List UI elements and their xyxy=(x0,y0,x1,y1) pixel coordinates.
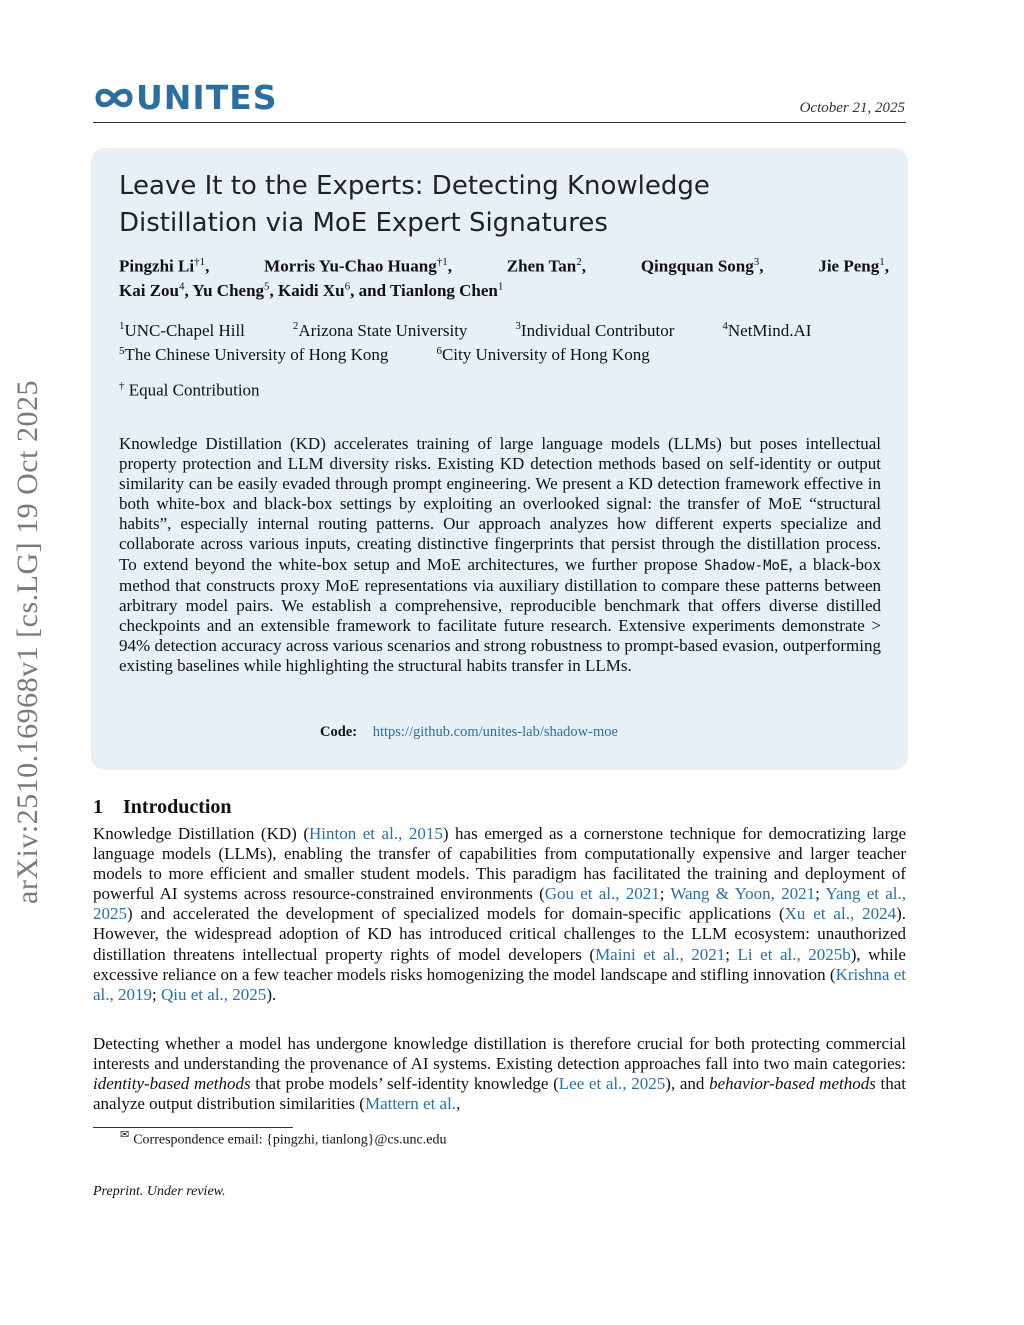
unites-logo xyxy=(94,80,278,116)
header-divider xyxy=(93,122,906,123)
author: Pingzhi Li$^{\dagger 1}$, xyxy=(119,256,210,276)
author: Jie Peng$^1$, xyxy=(818,256,889,276)
arxiv-identifier: arXiv:2510.16968v1 [cs.LG] 19 Oct 2025 xyxy=(11,380,44,904)
affiliation: $^5$The Chinese University of Hong Kong xyxy=(119,344,389,365)
paper-title: Leave It to the Experts: Detecting Knowledge Distillation via MoE Expert Signatures xyxy=(119,171,710,238)
citation-link[interactable]: Lee et al., 2025 xyxy=(558,1074,666,1094)
footnote: ✉ Correspondence email: {pingzhi, tianlong}@cs.unc.edu xyxy=(120,1129,447,1148)
header-date: October 21, 2025 xyxy=(799,100,905,116)
equal-contribution-note: † Equal Contribution xyxy=(119,380,260,400)
method-name: Shadow-MoE xyxy=(704,557,789,574)
author: Tianlong Chen$^1$ xyxy=(390,280,504,301)
author: Yu Cheng$^5$, xyxy=(192,280,274,301)
author: Qingquan Song$^3$, xyxy=(640,256,764,276)
citation-link[interactable]: Li et al., 2025b xyxy=(737,944,851,964)
affiliation: $^6$City University of Hong Kong xyxy=(436,344,650,365)
affiliation: $^1$UNC-Chapel Hill xyxy=(119,320,245,340)
citation-link[interactable]: Gou et al., 2021 xyxy=(544,884,660,904)
citation-link[interactable]: Wang & Yoon, 2021 xyxy=(670,884,816,904)
author: Zhen Tan$^2$, xyxy=(506,256,587,276)
affiliation-list xyxy=(119,316,889,365)
affiliation: $^3$Individual Contributor xyxy=(515,320,675,340)
affiliation: $^4$NetMind.AI xyxy=(722,320,812,340)
logo-text: UNITES xyxy=(136,78,278,117)
code-label: Code: xyxy=(320,724,358,740)
citation-link[interactable]: Yang et al., 2025 xyxy=(93,884,906,924)
citation-link[interactable]: Maini et al., 2021 xyxy=(595,944,726,964)
intro-paragraph-1: Knowledge Distillation (KD) (Hinton et al., 2015) has emerged as a cornerstone technique for democratizing large language models (LLMs), enabling the transfer of capabilities from computationally expensive and larger teacher models to more efficient and smaller student models. This paradigm has facilitated the training and deployment of powerful AI systems across resource-constrained environments (Gou et al., 2021; Wang & Yoon, 2021; Yang et al., 2025) and accelerated the development of specialized models for domain-specific applications (Xu et al., 2024). However, the widespread adoption of KD has introduced critical challenges to the LLM ecosystem: unauthorized distillation threatens intellectual property rights of model developers (Maini et al., 2021; Li et al., 2025b), while excessive reliance on a few teacher models risks homogenizing the model landscape and stifling innovation (Krishna et al., 2019; Qiu et al., 2025). xyxy=(93,824,906,1004)
author: Kaidi Xu$^6$, and xyxy=(278,280,387,301)
envelope-icon: ✉ xyxy=(120,1129,130,1141)
code-url-link[interactable]: https://github.com/unites-lab/shadow-moe xyxy=(372,724,618,740)
abstract: Knowledge Distillation (KD) accelerates training of large language models (LLMs) but poses intellectual property protection and LLM diversity risks. Existing KD detection methods based on self-identity or output similarity can be easily evaded through prompt engineering. We present a KD detection framework effective in both white-box and black-box settings by exploiting an overlooked signal: the transfer of MoE “structural habits”, especially internal routing patterns. Our approach analyzes how different experts specialize and collaborate across various inputs, creating distinctive fingerprints that persist through the distillation process. To extend beyond the white-box setup and MoE architectures, we further propose Shadow-MoE, a black-box method that constructs proxy MoE representations via auxiliary distillation to compare these patterns between arbitrary model pairs. We establish a comprehensive, reproducible benchmark that offers diverse distilled checkpoints and an extensible framework to facilitate future research. Extensive experiments demonstrate > 94% detection accuracy across various scenarios and strong robustness to prompt-based evasion, outperforming existing baselines while highlighting the structural habits transfer in LLMs. xyxy=(119,434,881,676)
citation-link[interactable]: Qiu et al., 2025 xyxy=(161,984,267,1004)
citation-link[interactable]: Mattern et al. xyxy=(364,1094,457,1114)
intro-paragraph-2: Detecting whether a model has undergone knowledge distillation is therefore crucial for both protecting commercial interests and understanding the provenance of AI systems. Existing detection approaches fall into two main categories: identity-based methods that probe models’ self-identity knowledge (Lee et al., 2025), and behavior-based methods that analyze output distribution similarities (Mattern et al., xyxy=(93,1034,907,1114)
citation-link[interactable]: Xu et al., 2024 xyxy=(784,904,897,924)
author: Kai Zou$^4$, xyxy=(119,280,189,301)
affiliation: $^2$Arizona State University xyxy=(292,320,468,340)
infinity-logo-icon xyxy=(94,81,134,115)
author: Morris Yu-Chao Huang$^{\dagger 1}$, xyxy=(264,256,452,276)
section-heading: 1 Introduction xyxy=(93,796,232,818)
citation-link[interactable]: Krishna et al., 2019 xyxy=(93,964,906,1004)
code-link-row xyxy=(320,724,618,741)
citation-link[interactable]: Hinton et al., 2015 xyxy=(309,824,443,843)
author-list xyxy=(119,252,889,301)
preprint-note: Preprint. Under review. xyxy=(93,1184,226,1199)
